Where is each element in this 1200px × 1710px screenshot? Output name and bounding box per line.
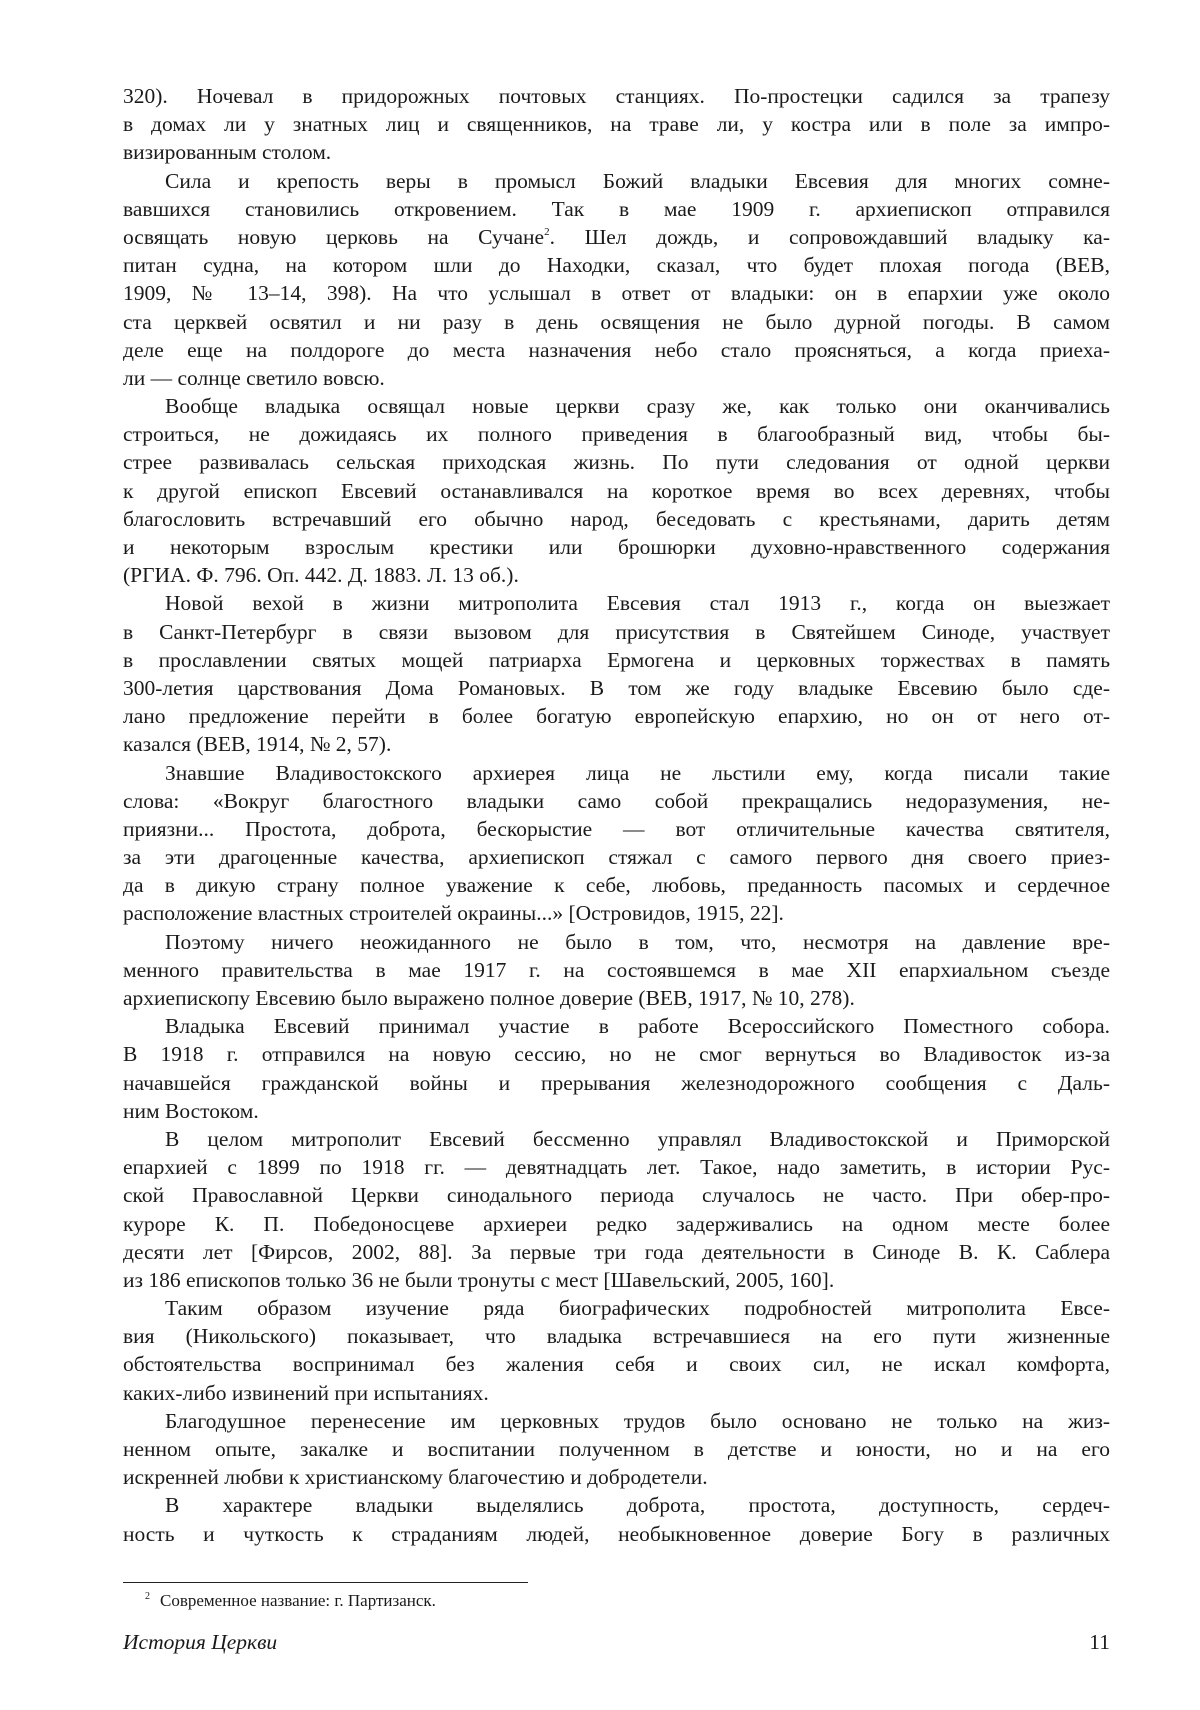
text-line: куроре К. П. Победоносцеве архиереи редко задерживались на одном месте более [123, 1210, 1110, 1238]
text-line: деле еще на полдороге до места назначения небо стало проясняться, а когда приеха- [123, 336, 1110, 364]
text-line: в домах ли у знатных лиц и священников, на траве ли, у костра или в поле за импро- [123, 110, 1110, 138]
text-line: вия (Никольского) показывает, что владыка встречавшиеся на его пути жизненные [123, 1322, 1110, 1350]
text-line: да в дикую страну полное уважение к себе, любовь, преданность пасомых и сердечное [123, 871, 1110, 899]
text-line: визированным столом. [123, 138, 1110, 166]
text-line: ним Востоком. [123, 1097, 1110, 1125]
text-line: ненном опыте, закалке и воспитании полученном в детстве и юности, но и на его [123, 1435, 1110, 1463]
running-footer-journal-title: История Церкви [123, 1630, 277, 1655]
text-line: архиепископу Евсевию было выражено полное доверие (ВЕВ, 1917, № 10, 278). [123, 984, 1110, 1012]
text-line: Благодушное перенесение им церковных трудов было основано не только на жиз- [123, 1407, 1110, 1435]
text-line: и некоторым взрослым крестики или брошюрки духовно-нравственного содержания [123, 533, 1110, 561]
paragraph [123, 1294, 1110, 1407]
text-line: менного правительства в мае 1917 г. на состоявшемся в мае XII епархиальном съезде [123, 956, 1110, 984]
text-segment: освящать новую церковь на Сучане [123, 225, 544, 249]
text-line: обстоятельства воспринимал без жаления себя и своих сил, не искал комфорта, [123, 1350, 1110, 1378]
text-line: 1909, № 13–14, 398). На что услышал в ответ от владыки: он в епархии уже около [123, 279, 1110, 307]
body-text [123, 82, 1110, 1548]
text-line: Новой вехой в жизни митрополита Евсевия стал 1913 г., когда он выезжает [123, 589, 1110, 617]
text-line: Знавшие Владивостокского архиерея лица не льстили ему, когда писали такие [123, 759, 1110, 787]
text-line: слова: «Вокруг благостного владыки само собой прекращались недоразумения, не- [123, 787, 1110, 815]
footnote-text: Современное название: г. Партизанск. [160, 1591, 436, 1610]
text-line: каких-либо извинений при испытаниях. [123, 1379, 1110, 1407]
text-line: ность и чуткость к страданиям людей, необыкновенное доверие Богу в различных [123, 1520, 1110, 1548]
text-line: в Санкт-Петербург в связи вызовом для присутствия в Святейшем Синоде, участвует [123, 618, 1110, 646]
text-line: стрее развивалась сельская приходская жизнь. По пути следования от одной церкви [123, 448, 1110, 476]
text-line: 320). Ночевал в придорожных почтовых станциях. По-простецки садился за трапезу [123, 82, 1110, 110]
text-segment: . Шел дождь, и сопровождавший владыку ка- [550, 225, 1110, 249]
text-line: из 186 епископов только 36 не были тронуты с мест [Шавельский, 2005, 160]. [123, 1266, 1110, 1294]
text-line: казался (ВЕВ, 1914, № 2, 57). [123, 730, 1110, 758]
paragraph [123, 167, 1110, 393]
paragraph [123, 1491, 1110, 1547]
paragraph [123, 759, 1110, 928]
paragraph [123, 1012, 1110, 1125]
text-line: десяти лет [Фирсов, 2002, 88]. За первые три года деятельности в Синоде В. К. Саблера [123, 1238, 1110, 1266]
text-line: благословить встречавший его обычно народ, беседовать с крестьянами, дарить детям [123, 505, 1110, 533]
text-line: Вообще владыка освящал новые церкви сразу же, как только они оканчивались [123, 392, 1110, 420]
paragraph [123, 392, 1110, 589]
text-line: строиться, не дожидаясь их полного приведения в благообразный вид, чтобы бы- [123, 420, 1110, 448]
text-line: Сила и крепость веры в промысл Божий владыки Евсевия для многих сомне- [123, 167, 1110, 195]
text-line: в прославлении святых мощей патриарха Ермогена и церковных торжествах в память [123, 646, 1110, 674]
text-line: за эти драгоценные качества, архиепископ стяжал с самого первого дня своего приез- [123, 843, 1110, 871]
text-line: ли — солнце светило вовсю. [123, 364, 1110, 392]
footnote-divider [123, 1582, 528, 1583]
text-line: ской Православной Церкви синодального периода случалось не часто. При обер-про- [123, 1181, 1110, 1209]
footnote-number: 2 [145, 1591, 150, 1602]
paragraph [123, 928, 1110, 1013]
paragraph [123, 82, 1110, 167]
text-line: В характере владыки выделялись доброта, простота, доступность, сердеч- [123, 1491, 1110, 1519]
text-line: расположение властных строителей окраины...» [Островидов, 1915, 22]. [123, 899, 1110, 927]
paragraph [123, 1125, 1110, 1294]
text-line: В целом митрополит Евсевий бессменно управлял Владивостокской и Приморской [123, 1125, 1110, 1153]
footnote [145, 1591, 436, 1611]
text-line: Поэтому ничего неожиданного не было в том, что, несмотря на давление вре- [123, 928, 1110, 956]
text-line: епархией с 1899 по 1918 гг. — девятнадцать лет. Такое, надо заметить, в истории Рус- [123, 1153, 1110, 1181]
paragraph [123, 589, 1110, 758]
text-line: приязни... Простота, доброта, бескорыстие — вот отличительные качества святителя, [123, 815, 1110, 843]
text-line: 300-летия царствования Дома Романовых. В том же году владыке Евсевию было сде- [123, 674, 1110, 702]
text-line: питан судна, на котором шли до Находки, сказал, что будет плохая погода (ВЕВ, [123, 251, 1110, 279]
page-number: 11 [1089, 1630, 1110, 1655]
text-line: ста церквей освятил и ни разу в день освящения не было дурной погоды. В самом [123, 308, 1110, 336]
paragraph [123, 1407, 1110, 1492]
text-line: начавшейся гражданской войны и прерывания железнодорожного сообщения с Даль- [123, 1069, 1110, 1097]
text-line: вавшихся становились откровением. Так в мае 1909 г. архиепископ отправился [123, 195, 1110, 223]
footnote-reference[interactable]: 2 [544, 226, 550, 238]
text-line: (РГИА. Ф. 796. Оп. 442. Д. 1883. Л. 13 об.). [123, 561, 1110, 589]
text-line [123, 223, 1110, 251]
text-line: искренней любви к христианскому благочестию и добродетели. [123, 1463, 1110, 1491]
text-line: Владыка Евсевий принимал участие в работе Всероссийского Поместного собора. [123, 1012, 1110, 1040]
text-line: к другой епископ Евсевий останавливался на короткое время во всех деревнях, чтобы [123, 477, 1110, 505]
text-line: лано предложение перейти в более богатую европейскую епархию, но он от него от- [123, 702, 1110, 730]
text-line: Таким образом изучение ряда биографических подробностей митрополита Евсе- [123, 1294, 1110, 1322]
text-line: В 1918 г. отправился на новую сессию, но не смог вернуться во Владивосток из-за [123, 1040, 1110, 1068]
